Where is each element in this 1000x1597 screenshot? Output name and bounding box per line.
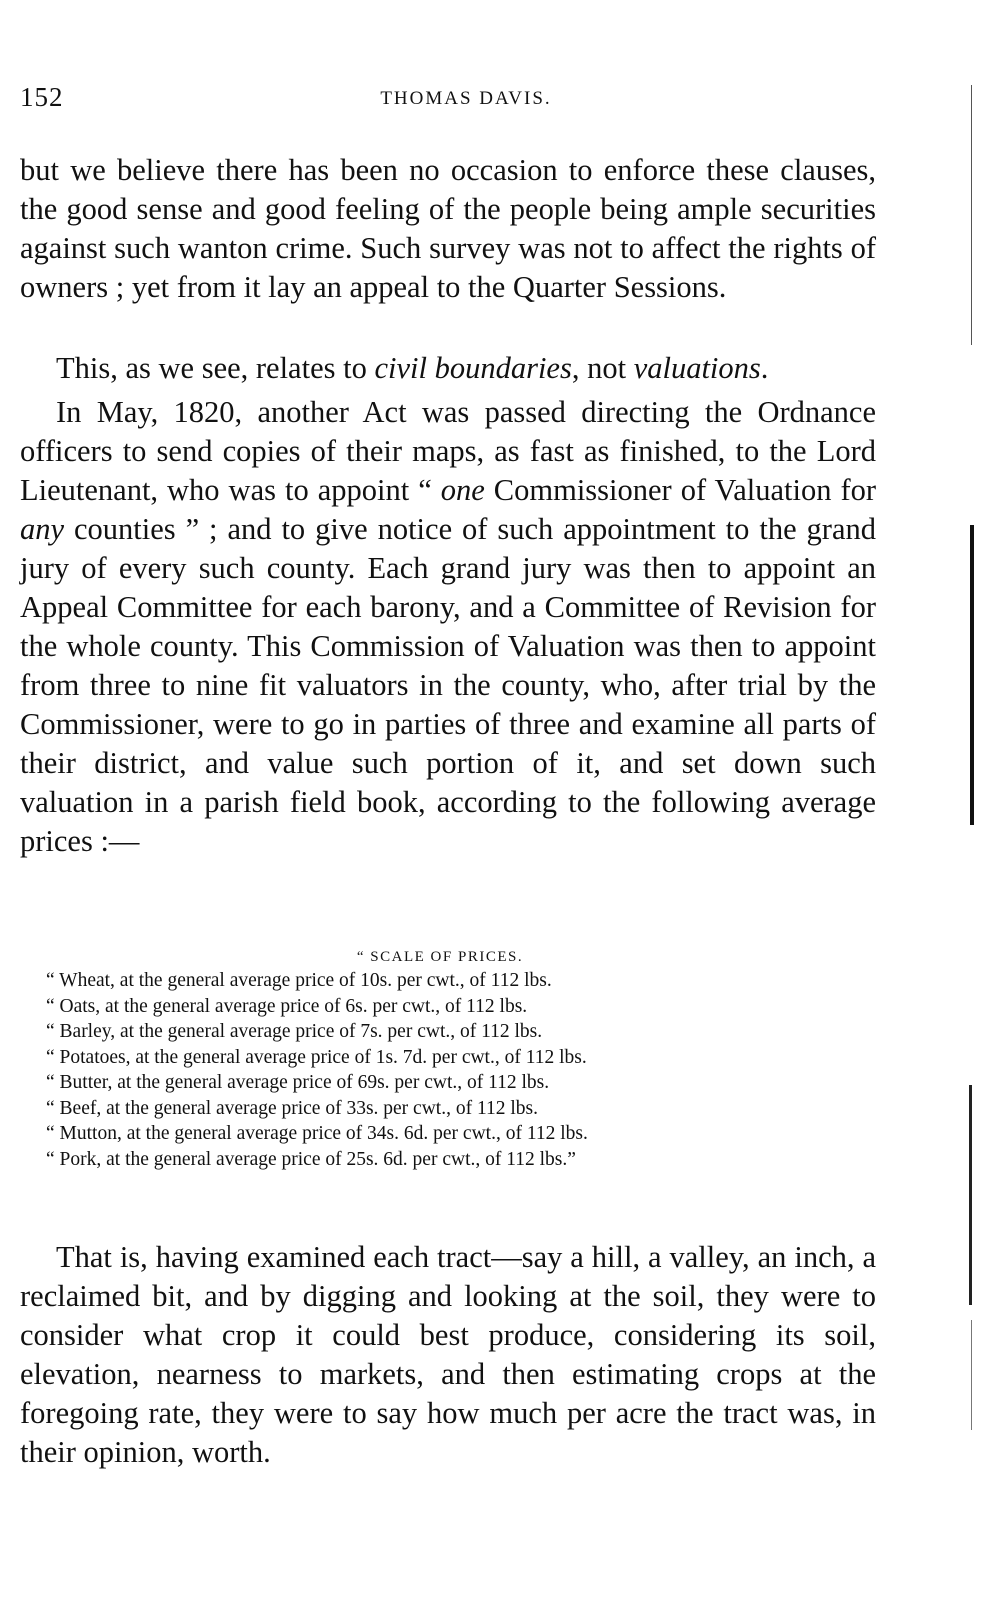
scan-edge-mark (969, 1085, 972, 1305)
text-run: That is, having examined each tract—say a hill, a valley, an inch, a reclaimed bit, and by digging and looking at the soil, they were to consider what crop it could best produce, considering its soil, elevation, nearness to markets, and then estimating crops at the foregoing rate, they were to say how much per acre the tract was, in their opinion, worth. (20, 1240, 876, 1469)
price-line-mutton: “ Mutton, at the general average price of 34s. 6d. per cwt., of 112 lbs. (46, 1123, 588, 1144)
price-line-oats: “ Oats, at the general average price of 6s. per cwt., of 112 lbs. (46, 995, 528, 1017)
scan-edge-mark (970, 525, 974, 825)
running-head: THOMAS DAVIS. (380, 88, 552, 109)
scale-of-prices-quote (20, 946, 860, 1172)
scan-edge-mark (971, 85, 972, 345)
text-run: counties ” ; and to give notice of such appointment to the grand jury of every such county. Each grand jury was then to appoint an Appeal Committee for each barony, and a Committee of Revision for the whole county. This Commission of Valuation was then to appoint from three to nine fit valuators in the county, who, after trial by the Commissioner, were to go in parties of three and examine all parts of their district, and value such portion of it, and set down such valuation in a parish field book, according to the following average prices :— (20, 512, 876, 858)
price-line-butter: “ Butter, at the general average price of 69s. per cwt., of 112 lbs. (46, 1072, 550, 1093)
price-line-potatoes: “ Potatoes, at the general average price of 1s. 7d. per cwt., of 112 lbs. (46, 1046, 587, 1068)
italic-run: one (440, 473, 485, 507)
paragraph-act-1820 (20, 393, 876, 861)
italic-run: civil boundaries (374, 351, 572, 385)
text-run: , not (571, 351, 634, 385)
page-number: 152 (20, 82, 64, 112)
paragraph-continuation: but we believe there has been no occasion to enforce these clauses, the good sense and good feeling of the people being ample securities against such wanton crime. Such survey was not to affect the rights of owners ; yet from it lay an appeal to the Quarter Sessions. (20, 153, 876, 304)
italic-run: any (20, 512, 65, 546)
text-run: . (760, 351, 769, 385)
text-run: Commissioner of Valuation for (484, 473, 877, 507)
page-header (20, 82, 872, 122)
scale-title: “ SCALE OF PRICES. (356, 949, 524, 965)
paragraph-tract-valuation (20, 1238, 876, 1472)
price-line-barley: “ Barley, at the general average price of 7s. per cwt., of 112 lbs. (46, 1021, 543, 1042)
price-line-beef: “ Beef, at the general average price of 33s. per cwt., of 112 lbs. (46, 1097, 538, 1119)
italic-run: valuations (633, 351, 761, 385)
text-run: In May, 1820, another Act was passed directing the Ordnance officers to send copies of their maps, as fast as finished, to the Lord Lieutenant, who was to appoint “ (20, 395, 876, 507)
price-line-pork: “ Pork, at the general average price of 25s. 6d. per cwt., of 112 lbs.” (46, 1148, 576, 1170)
text-run: This, as we see, relates to (56, 351, 375, 385)
price-line-wheat: “ Wheat, at the general average price of 10s. per cwt., of 112 lbs. (46, 970, 552, 991)
scan-edge-mark (971, 1320, 972, 1430)
paragraph-civil-boundaries (20, 349, 876, 388)
